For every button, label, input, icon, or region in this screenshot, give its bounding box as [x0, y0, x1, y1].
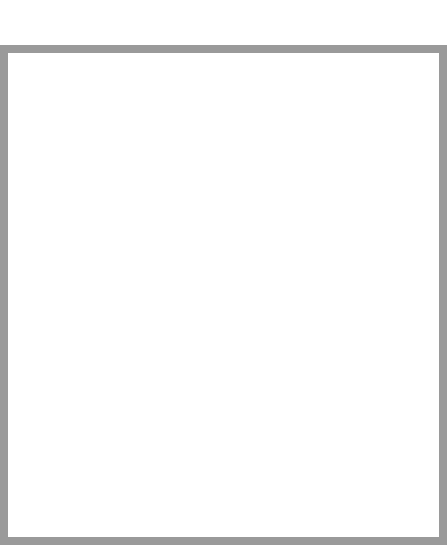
- word-search-grid: [0, 45, 447, 545]
